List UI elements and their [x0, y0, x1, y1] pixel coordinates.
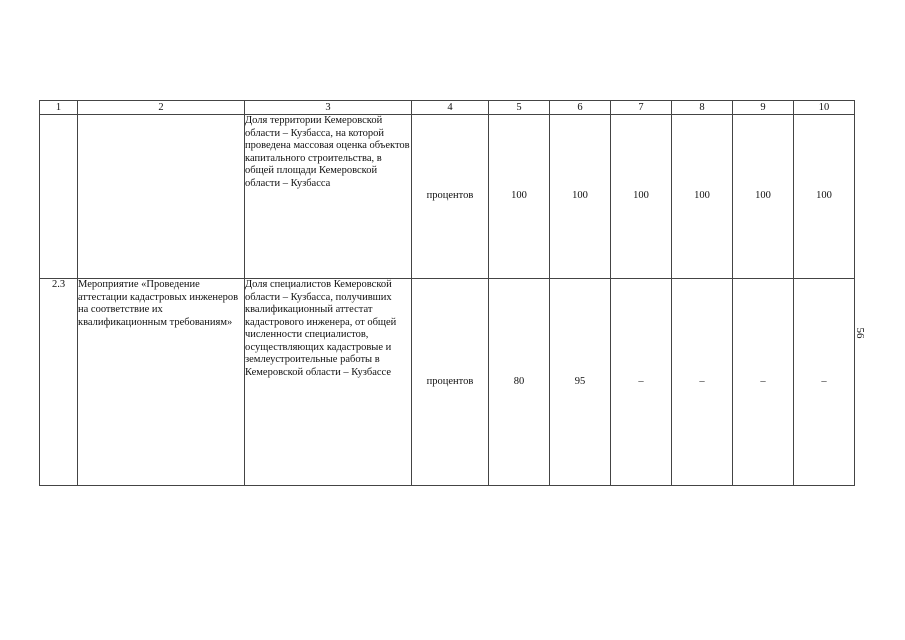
- column-header-1: 1: [40, 101, 78, 115]
- table-row: [40, 279, 855, 486]
- unit-cell: процентов: [412, 115, 489, 279]
- value-cell: 100: [733, 115, 794, 279]
- column-header-5: 5: [489, 101, 550, 115]
- column-header-10: 10: [794, 101, 855, 115]
- unit-cell: процентов: [412, 279, 489, 486]
- column-header-8: 8: [672, 101, 733, 115]
- value-cell: 100: [550, 115, 611, 279]
- row-number: 2.3: [40, 279, 78, 486]
- column-header-9: 9: [733, 101, 794, 115]
- value-cell: –: [611, 279, 672, 486]
- event-cell: Мероприятие «Проведение аттестации кадастровых инженеров на соответствие их квалификационным требованиям»: [78, 279, 245, 486]
- column-header-2: 2: [78, 101, 245, 115]
- value-cell: –: [733, 279, 794, 486]
- value-cell: 100: [611, 115, 672, 279]
- page-number: 56: [854, 327, 866, 339]
- table-row: [40, 115, 855, 279]
- row-number: [40, 115, 78, 279]
- column-header-7: 7: [611, 101, 672, 115]
- indicators-table: [39, 100, 855, 486]
- indicator-cell: Доля специалистов Кемеровской области – Кузбасса, получивших квалификационный аттестат кадастрового инженера, от общей численности специалистов, осуществляющих кадастровые и землеустроительные работы в Кемеровской области – Кузбассе: [245, 279, 412, 486]
- value-cell: 100: [672, 115, 733, 279]
- value-cell: 100: [489, 115, 550, 279]
- column-header-4: 4: [412, 101, 489, 115]
- event-cell: [78, 115, 245, 279]
- value-cell: –: [672, 279, 733, 486]
- table-header-row: [40, 101, 855, 115]
- value-cell: 80: [489, 279, 550, 486]
- value-cell: 95: [550, 279, 611, 486]
- value-cell: 100: [794, 115, 855, 279]
- column-header-6: 6: [550, 101, 611, 115]
- value-cell: –: [794, 279, 855, 486]
- column-header-3: 3: [245, 101, 412, 115]
- indicator-cell: Доля территории Кемеровской области – Кузбасса, на которой проведена массовая оценка объектов капитального строительства, в общей площади Кемеровской области – Кузбасса: [245, 115, 412, 279]
